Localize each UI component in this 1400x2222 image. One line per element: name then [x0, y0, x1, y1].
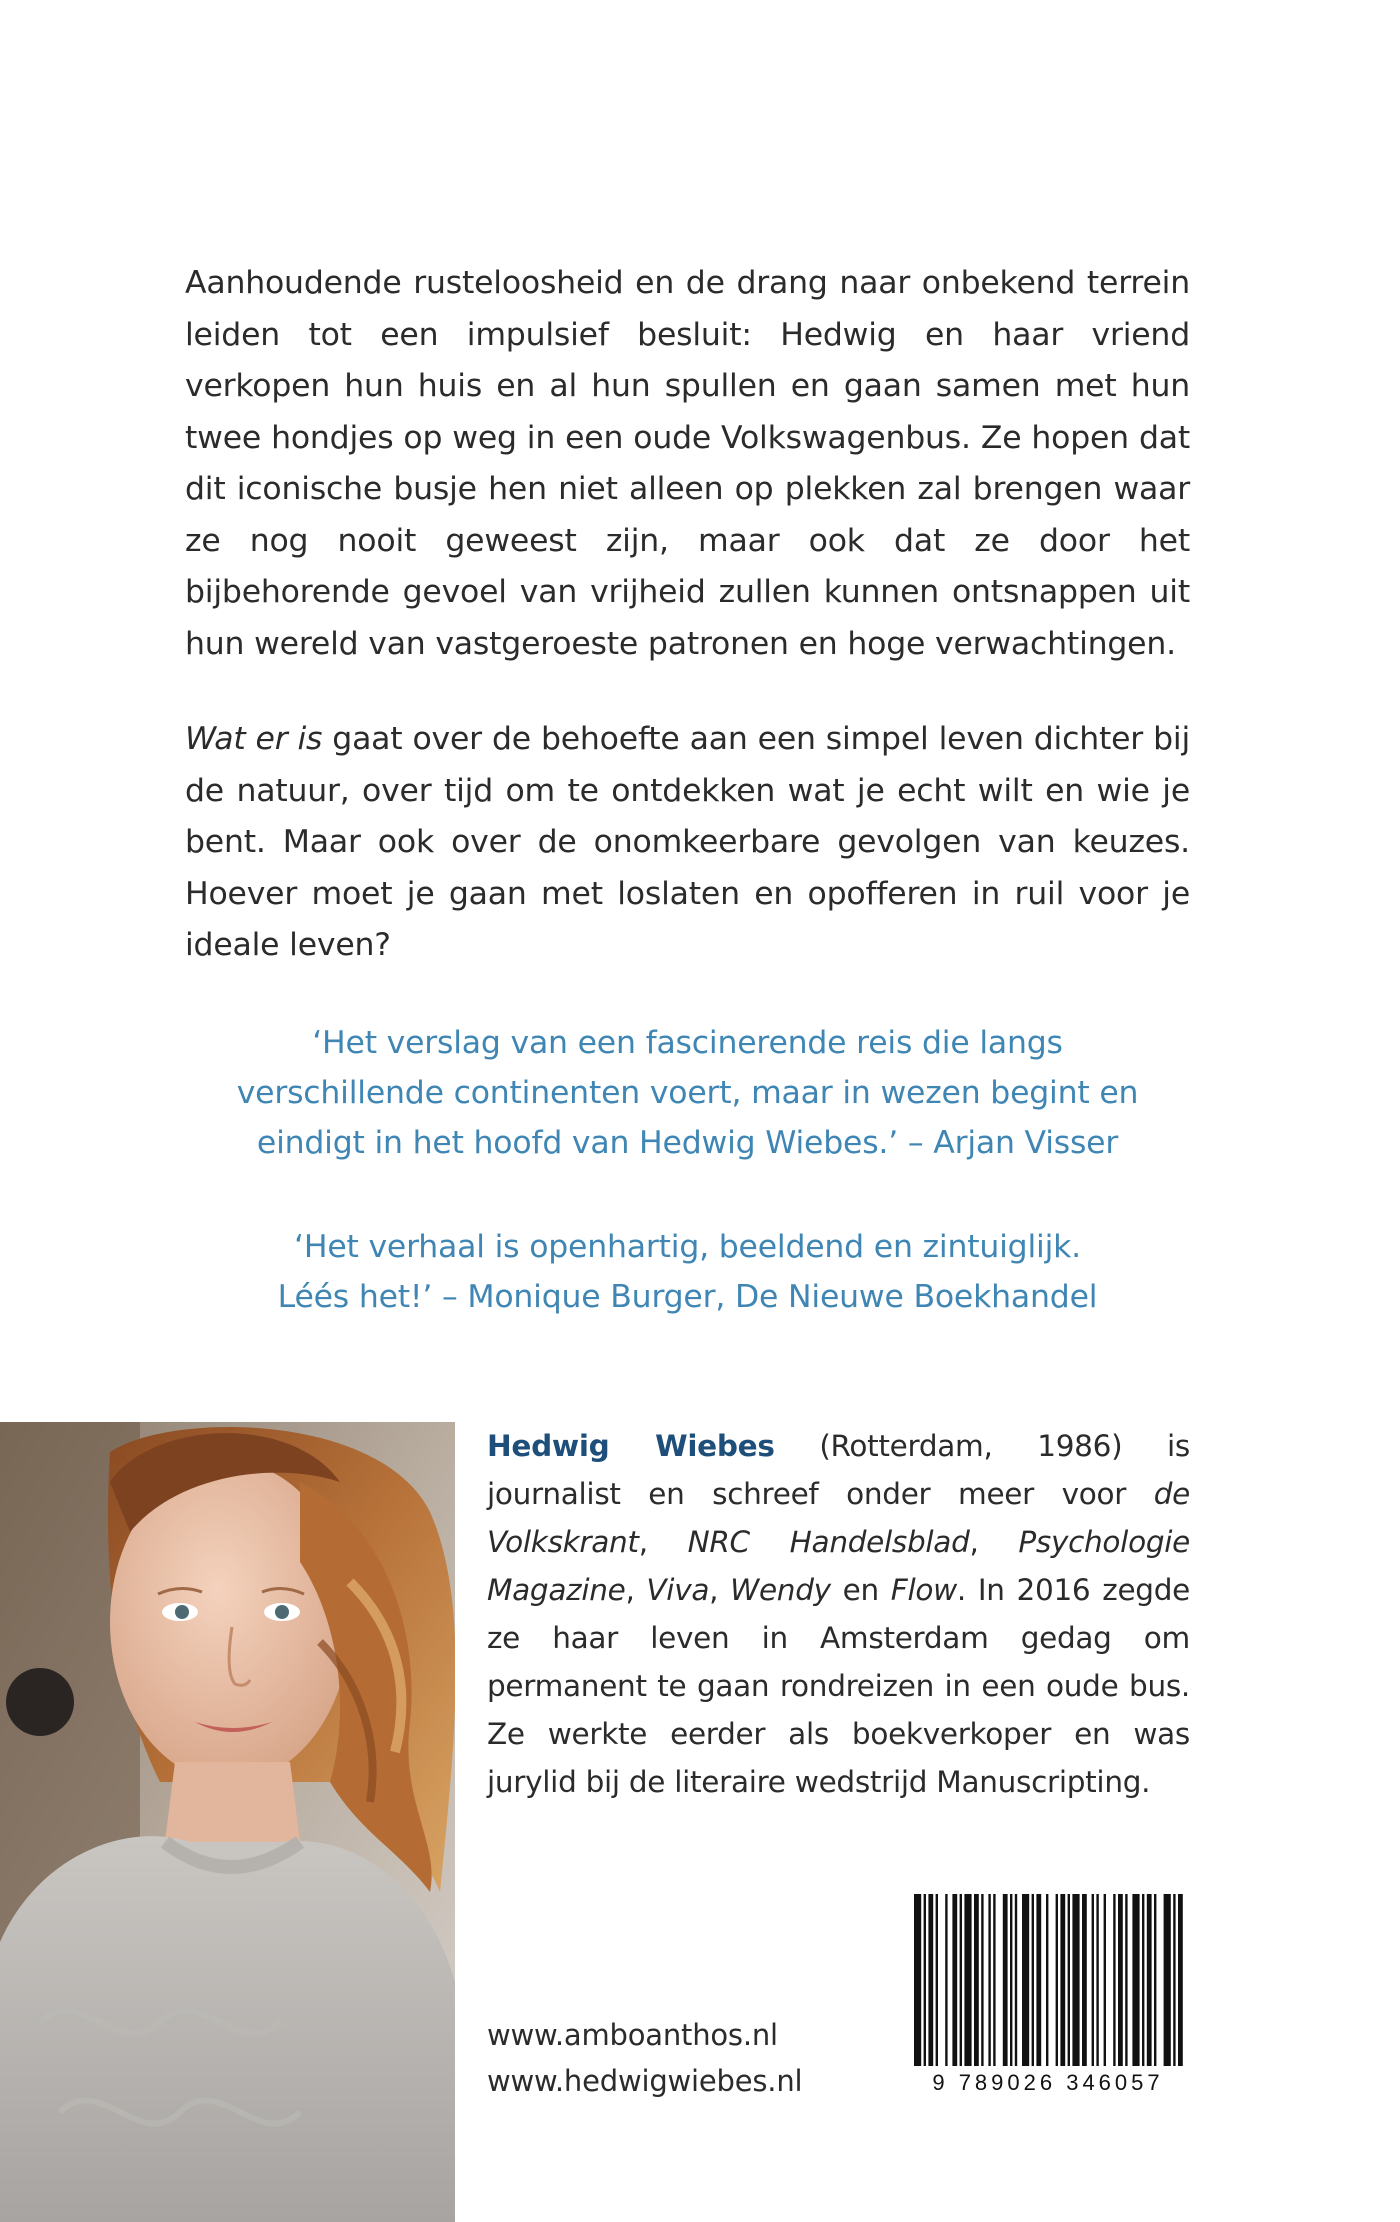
barcode-bar — [1113, 1894, 1115, 2066]
review-quote-2-line: Léés het!’ – Monique Burger, De Nieuwe Boekhandel — [277, 1279, 1098, 1315]
review-quote-2 — [185, 1222, 1190, 1322]
barcode-bar — [1056, 1894, 1058, 2066]
bio-publication: Psychologie Magazine — [487, 1525, 1190, 1607]
barcode-bar — [1118, 1894, 1123, 2066]
bio-publication: de Volkskrant — [487, 1477, 1190, 1559]
bio-text: (Rotterdam, 1986) is journalist en schreef onder meer voor — [487, 1429, 1190, 1511]
barcode-bar — [964, 1894, 971, 2066]
bio-publication: Flow — [890, 1573, 957, 1607]
publisher-url-link[interactable]: www.amboanthos.nl — [487, 2018, 778, 2052]
barcode-bar — [993, 1894, 995, 2066]
barcode-bar — [1173, 1894, 1175, 2066]
barcode-bar — [924, 1894, 926, 2066]
author-photo — [0, 1422, 455, 2222]
barcode-bar — [1036, 1894, 1041, 2066]
barcode-bar — [945, 1894, 947, 2066]
barcode-bar — [1092, 1894, 1094, 2066]
barcode-bar — [1068, 1894, 1070, 2066]
barcode-bar — [981, 1894, 983, 2066]
author-bio — [487, 1422, 1190, 1806]
barcode-bar — [1147, 1894, 1152, 2066]
barcode-bar — [1104, 1894, 1106, 2066]
barcode-bar — [1046, 1894, 1048, 2066]
bio-text: en — [830, 1573, 891, 1607]
bio-publication: NRC Handelsblad — [687, 1525, 970, 1559]
barcode-bar — [1072, 1894, 1079, 2066]
barcode-bars — [900, 1884, 1196, 2074]
blurb-paragraph-2 — [185, 714, 1190, 972]
barcode-bar — [1032, 1894, 1034, 2066]
barcode-bar — [1022, 1894, 1029, 2066]
barcode — [900, 1884, 1196, 2098]
barcode-bar — [1010, 1894, 1012, 2066]
barcode-bar — [1125, 1894, 1127, 2066]
barcode-bar — [1003, 1894, 1008, 2066]
bio-text: . In 2016 zegde ze haar leven in Amsterdam gedag om permanent te gaan rondreizen in een oude bus. Ze werkte eerder als boekverkoper en was jurylid bij de literaire wedstrijd Manuscripting. — [487, 1573, 1191, 1799]
bio-publication: Wendy — [730, 1573, 831, 1607]
bio-text: , — [625, 1573, 647, 1607]
barcode-bar — [1154, 1894, 1156, 2066]
barcode-bar — [1096, 1894, 1098, 2066]
barcode-bar — [1132, 1894, 1139, 2066]
website-links — [487, 2012, 887, 2104]
review-quote-1-line: ‘Het verslag van een fascinerende reis die langs — [312, 1025, 1063, 1061]
bio-text: , — [638, 1525, 688, 1559]
barcode-bar — [1164, 1894, 1171, 2066]
bio-text: , — [969, 1525, 1019, 1559]
barcode-bar — [1178, 1894, 1183, 2066]
barcode-bar — [1015, 1894, 1017, 2066]
isbn-number: 9 789026 346057 — [932, 2070, 1164, 2095]
barcode-bar — [952, 1894, 957, 2066]
author-name: Hedwig Wiebes — [487, 1429, 775, 1463]
barcode-bar — [914, 1894, 921, 2066]
barcode-bar — [936, 1894, 938, 2066]
blurb-paragraph-1: Aanhoudende rusteloosheid en de drang naar onbekend terrein leiden tot een impulsief besluit: Hedwig en haar vriend verkopen hun huis en al hun spullen en gaan samen met hun twee hondjes op weg in een oude Volkswagenbus. Ze hopen dat dit iconische busje hen niet alleen op plekken zal brengen waar ze nog nooit geweest zijn, maar ook dat ze door het bijbehorende gevoel van vrijheid zullen kunnen ontsnappen uit hun wereld van vastgeroeste patronen en hoge verwachtingen. — [185, 265, 1190, 662]
review-quote-1 — [185, 1018, 1190, 1168]
barcode-bar — [928, 1894, 933, 2066]
review-quote-1-line: verschillende continenten voert, maar in wezen begint en — [236, 1075, 1139, 1111]
barcode-bar — [1142, 1894, 1144, 2066]
bio-publication: Viva — [646, 1573, 710, 1607]
barcode-bar — [988, 1894, 990, 2066]
review-quote-2-line: ‘Het verhaal is openhartig, beeldend en zintuiglijk. — [294, 1229, 1081, 1265]
barcode-bar — [974, 1894, 979, 2066]
book-title: Wat er is — [185, 721, 323, 757]
review-quote-1-line: eindigt in het hoofd van Hedwig Wiebes.’ – Arjan Visser — [256, 1125, 1119, 1161]
barcode-bar — [1082, 1894, 1087, 2066]
barcode-bar — [1060, 1894, 1065, 2066]
barcode-bar — [960, 1894, 962, 2066]
blurb-paragraph-2-text: gaat over de behoefte aan een simpel leven dichter bij de natuur, over tijd om te ontdekken wat je echt wilt en wie je bent. Maar ook over de onomkeerbare gevolgen van keuzes. Hoever moet je gaan met loslaten en opofferen in ruil voor je ideale leven? — [185, 721, 1190, 963]
author-url-link[interactable]: www.hedwigwiebes.nl — [487, 2064, 803, 2098]
bio-text: , — [709, 1573, 731, 1607]
